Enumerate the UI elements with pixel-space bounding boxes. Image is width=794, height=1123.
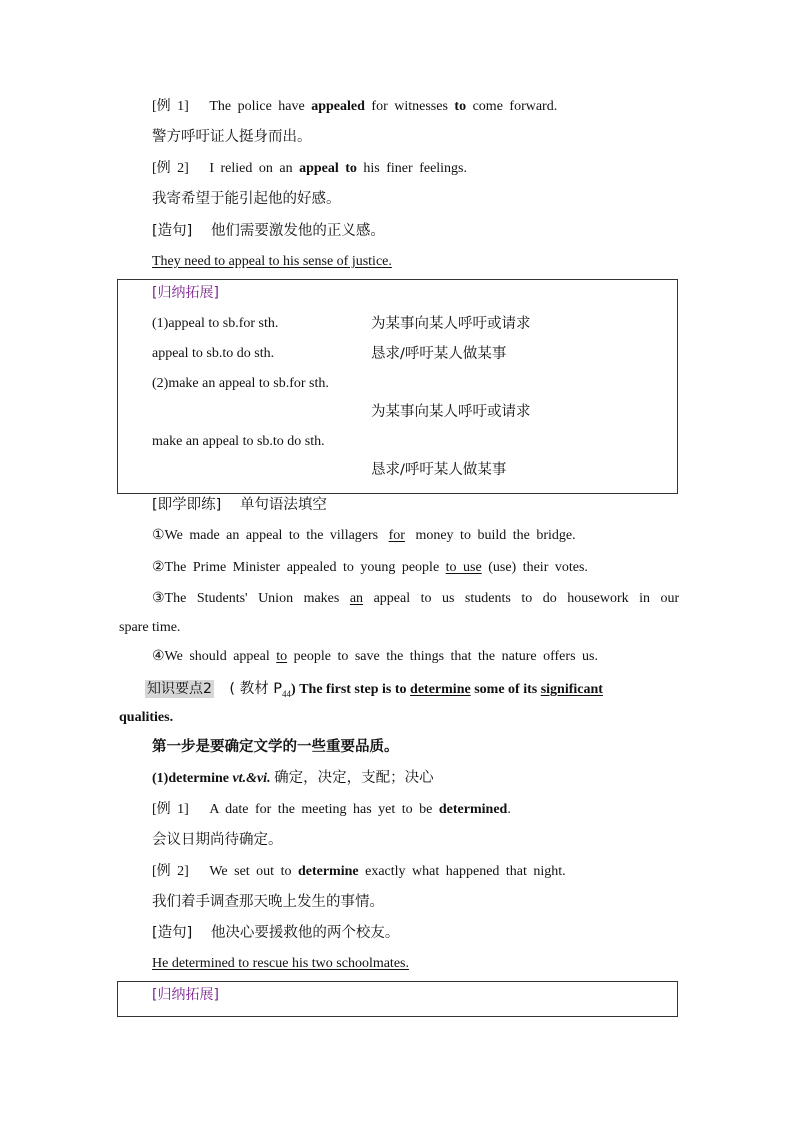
sentence-making-1: [造句] 他们需要激发他的正义感。	[152, 223, 385, 239]
sentence-making-2-answer: He determined to rescue his two schoolmates.	[152, 956, 409, 971]
keyword: appeal to	[299, 161, 357, 176]
point-tag: 知识要点2	[147, 681, 212, 697]
example-4: [例 2] We set out to determine exactly what happened that night.	[152, 864, 566, 879]
example-tag: [例 1]	[152, 99, 189, 114]
keyword: determine	[297, 864, 359, 879]
sentence-making-1-answer: They need to appeal to his sense of justice.	[152, 254, 392, 269]
question-1: ①We made an appeal to the villagers for money to build the bridge.	[152, 526, 576, 546]
example-tag: [例 2]	[152, 161, 189, 176]
key-word: determine	[410, 682, 471, 697]
expand-item-en: (1)appeal to sb.for sth.	[152, 316, 279, 331]
example-tag: [例 1]	[152, 802, 189, 817]
example-2-translation: 我寄希望于能引起他的好感。	[152, 191, 341, 207]
example-1: [例 1] The police have appealed for witnesses to come forward.	[152, 99, 558, 114]
practice-tag: [即学即练]	[152, 497, 222, 513]
sentence-making-2: [造句] 他决心要援救他的两个校友。	[152, 925, 400, 941]
make-tag: [造句]	[152, 925, 193, 941]
expand-title: [归纳拓展]	[152, 987, 219, 1003]
keyword: to	[454, 99, 467, 114]
expand-item-zh: 为某事向某人呼吁或请求	[371, 316, 531, 332]
expand-item-zh: 恳求/呼吁某人做某事	[371, 346, 507, 362]
example-tag: [例 2]	[152, 864, 189, 879]
answer-blank: for	[388, 528, 405, 543]
knowledge-point-2-translation: 第一步是要确定文学的一些重要品质。	[152, 739, 399, 755]
answer-blank: to	[276, 649, 288, 664]
expand-item-zh: 为某事向某人呼吁或请求	[371, 404, 531, 420]
answer-blank: an	[349, 591, 364, 606]
practice-heading: [即学即练] 单句语法填空	[152, 497, 327, 513]
definition: (1)determine vt.&vi. 确定，决定，支配；决心	[152, 770, 434, 786]
example-3-translation: 会议日期尚待确定。	[152, 832, 283, 848]
knowledge-point-2: 知识要点2 ( 教材 $P_{44}$) The first step is to determine some of its significant	[147, 681, 603, 699]
key-word: significant	[540, 682, 603, 697]
expand-title: [归纳拓展]	[152, 285, 219, 301]
expand-item-en: appeal to sb.to do sth.	[152, 346, 275, 361]
question-3: ③The Students' Union makes an appeal to us students to do housework in our	[152, 591, 680, 606]
make-tag: [造句]	[152, 223, 193, 239]
question-3-continued: spare time.	[119, 620, 181, 635]
keyword: appealed	[311, 99, 365, 114]
expand-item-en: (2)make an appeal to sb.for sth.	[152, 376, 329, 391]
example-4-translation: 我们着手调查那天晚上发生的事情。	[152, 894, 384, 910]
question-4: ④We should appeal to people to save the things that the nature offers us.	[152, 649, 598, 664]
expand-item-en: make an appeal to sb.to do sth.	[152, 434, 325, 449]
question-2: ②The Prime Minister appealed to young people to use (use) their votes.	[152, 560, 588, 575]
knowledge-point-2-continued: qualities.	[119, 710, 174, 725]
answer-blank: to use	[445, 560, 482, 575]
example-1-translation: 警方呼吁证人挺身而出。	[152, 129, 312, 145]
example-2: [例 2] I relied on an appeal to his finer feelings.	[152, 161, 468, 176]
expand-item-zh: 恳求/呼吁某人做某事	[371, 462, 507, 478]
keyword: determined	[438, 802, 508, 817]
example-3: [例 1] A date for the meeting has yet to be determined.	[152, 802, 511, 817]
